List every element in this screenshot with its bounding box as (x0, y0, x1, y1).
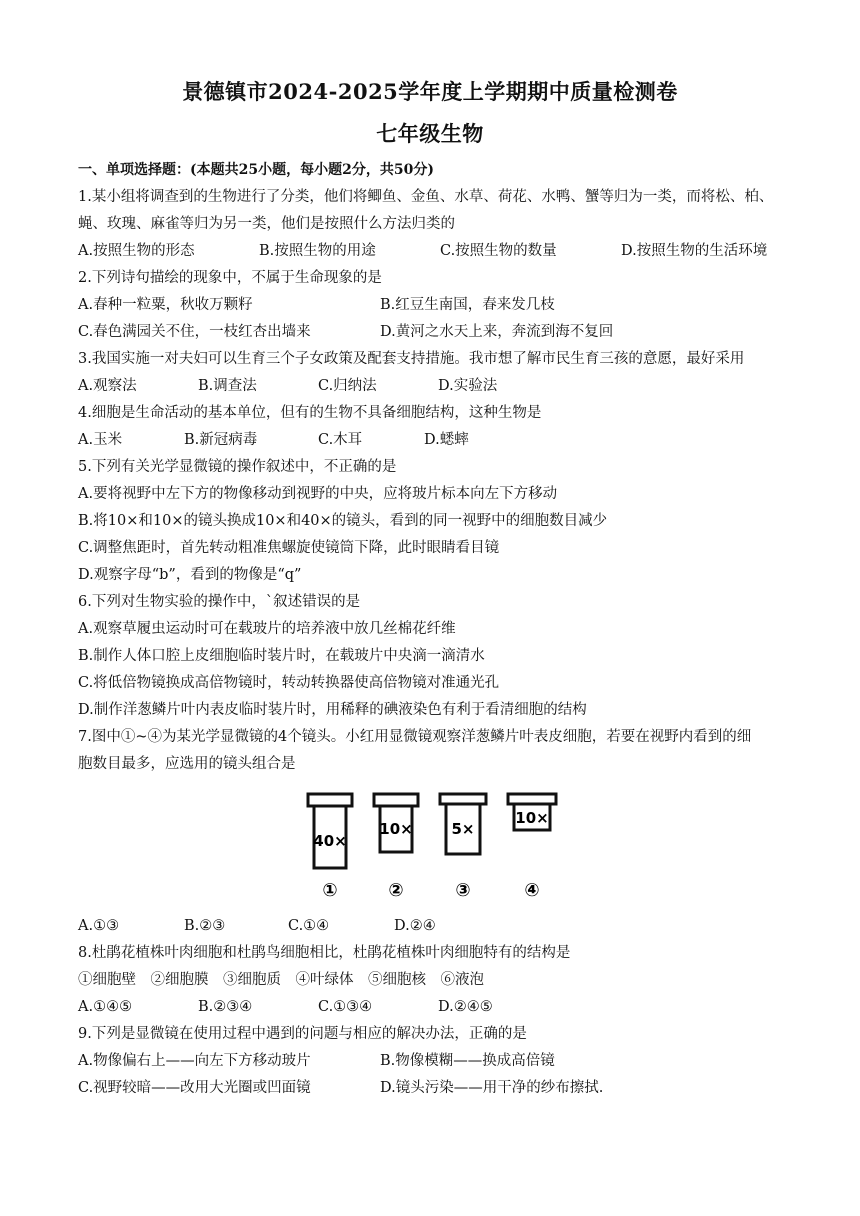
question-6-option-c: C.将低倍物镜换成高倍物镜时，转动转换器使高倍物镜对准通光孔 (78, 675, 500, 691)
question-9-option-a: A.物像偏右上——向左下方移动玻片 (78, 1053, 311, 1069)
question-4-stem: 4.细胞是生命活动的基本单位，但有的生物不具备细胞结构，这种生物是 (78, 405, 542, 421)
lens-4 (508, 794, 556, 901)
question-1-option-c: C.按照生物的数量 (440, 243, 557, 259)
question-7-option-d: D.②④ (394, 918, 436, 934)
lens-figure (300, 786, 570, 906)
question-7-stem-line-1: 7.图中①~④为某光学显微镜的4个镜头。小红用显微镜观察洋葱鳞片叶表皮细胞，若要在视野内看到的细 (78, 729, 752, 745)
question-2-option-c: C.春色满园关不住，一枝红杏出墙来 (78, 324, 311, 340)
section-heading: 一、单项选择题：(本题共25小题，每小题2分，共50分) (78, 162, 434, 178)
question-2-option-d: D.黄河之水天上来，奔流到海不复回 (380, 324, 614, 340)
question-8-option-a: A.①④⑤ (78, 999, 133, 1015)
exam-subtitle: 七年级生物 (376, 121, 484, 146)
question-8-option-b: B.②③④ (198, 999, 253, 1015)
question-3-option-b: B.调查法 (198, 378, 257, 394)
question-4-option-c: C.木耳 (318, 432, 363, 448)
question-9-option-d: D.镜头污染——用干净的纱布擦拭. (380, 1080, 604, 1096)
question-1-option-a: A.按照生物的形态 (78, 243, 195, 259)
lens-1-label: 40× (313, 832, 347, 850)
question-9-option-c: C.视野较暗——改用大光圈或凹面镜 (78, 1080, 311, 1096)
question-9-stem: 9.下列是显微镜在使用过程中遇到的问题与相应的解决办法，正确的是 (78, 1026, 527, 1042)
question-4-option-a: A.玉米 (78, 432, 123, 448)
lens-diagram (300, 786, 570, 906)
lens-1-number: ① (322, 880, 338, 901)
question-3-option-c: C.归纳法 (318, 378, 377, 394)
question-8-structures: ①细胞壁 ②细胞膜 ③细胞质 ④叶绿体 ⑤细胞核 ⑥液泡 (78, 972, 484, 988)
question-4-option-d: D.蟋蟀 (424, 432, 469, 448)
question-5-option-a: A.要将视野中左下方的物像移动到视野的中央，应将玻片标本向左下方移动 (78, 486, 558, 502)
question-3-option-d: D.实验法 (438, 378, 498, 394)
exam-title: 景德镇市2024-2025学年度上学期期中质量检测卷 (182, 79, 678, 104)
lens-4-label: 10× (515, 809, 549, 827)
question-8-option-d: D.②④⑤ (438, 999, 493, 1015)
question-6-option-d: D.制作洋葱鳞片叶内表皮临时装片时，用稀释的碘液染色有利于看清细胞的结构 (78, 702, 587, 718)
question-1-stem-line-2: 蝇、玫瑰、麻雀等归为另一类，他们是按照什么方法归类的 (78, 216, 455, 232)
lens-3-label: 5× (451, 820, 475, 838)
question-5-option-c: C.调整焦距时，首先转动粗准焦螺旋使镜筒下降，此时眼睛看目镜 (78, 540, 500, 556)
question-5-option-d: D.观察字母“b”，看到的物像是“q” (78, 567, 302, 583)
question-6-option-b: B.制作人体口腔上皮细胞临时装片时，在载玻片中央滴一滴清水 (78, 648, 485, 664)
lens-2 (374, 794, 418, 901)
lens-3-number: ③ (455, 880, 471, 901)
question-3-option-a: A.观察法 (78, 378, 137, 394)
question-7-stem-line-2: 胞数目最多，应选用的镜头组合是 (78, 756, 296, 772)
lens-2-label: 10× (379, 820, 413, 838)
question-9-option-b: B.物像模糊——换成高倍镜 (380, 1053, 555, 1069)
question-7-option-a: A.①③ (78, 918, 120, 934)
question-6-stem: 6.下列对生物实验的操作中，`叙述错误的是 (78, 594, 361, 610)
lens-2-number: ② (388, 880, 404, 901)
question-7-option-b: B.②③ (184, 918, 226, 934)
question-7-option-c: C.①④ (288, 918, 330, 934)
lens-3 (440, 794, 486, 901)
question-4-option-b: B.新冠病毒 (184, 432, 258, 448)
question-5-stem: 5.下列有关光学显微镜的操作叙述中，不正确的是 (78, 459, 397, 475)
lens-1 (308, 794, 352, 901)
question-5-option-b: B.将10×和10×的镜头换成10×和40×的镜头，看到的同一视野中的细胞数目减少 (78, 513, 608, 529)
question-1-stem-line-1: 1.某小组将调查到的生物进行了分类，他们将鲫鱼、金鱼、水草、荷花、水鸭、蟹等归为一类，而将松、柏、 (78, 189, 774, 205)
question-2-stem: 2.下列诗句描绘的现象中，不属于生命现象的是 (78, 270, 382, 286)
lens-4-number: ④ (524, 880, 540, 901)
question-2-option-b: B.红豆生南国，春来发几枝 (380, 297, 555, 313)
question-8-option-c: C.①③④ (318, 999, 373, 1015)
question-6-option-a: A.观察草履虫运动时可在载玻片的培养液中放几丝棉花纤维 (78, 621, 456, 637)
question-2-option-a: A.春种一粒粟，秋收万颗籽 (78, 297, 253, 313)
question-3-stem: 3.我国实施一对夫妇可以生育三个子女政策及配套支持措施。我市想了解市民生育三孩的意愿，最好采用 (78, 351, 745, 367)
question-1-option-d: D.按照生物的生活环境 (621, 243, 768, 259)
question-8-stem: 8.杜鹃花植株叶肉细胞和杜鹃鸟细胞相比，杜鹃花植株叶肉细胞特有的结构是 (78, 945, 571, 961)
question-1-option-b: B.按照生物的用途 (259, 243, 376, 259)
